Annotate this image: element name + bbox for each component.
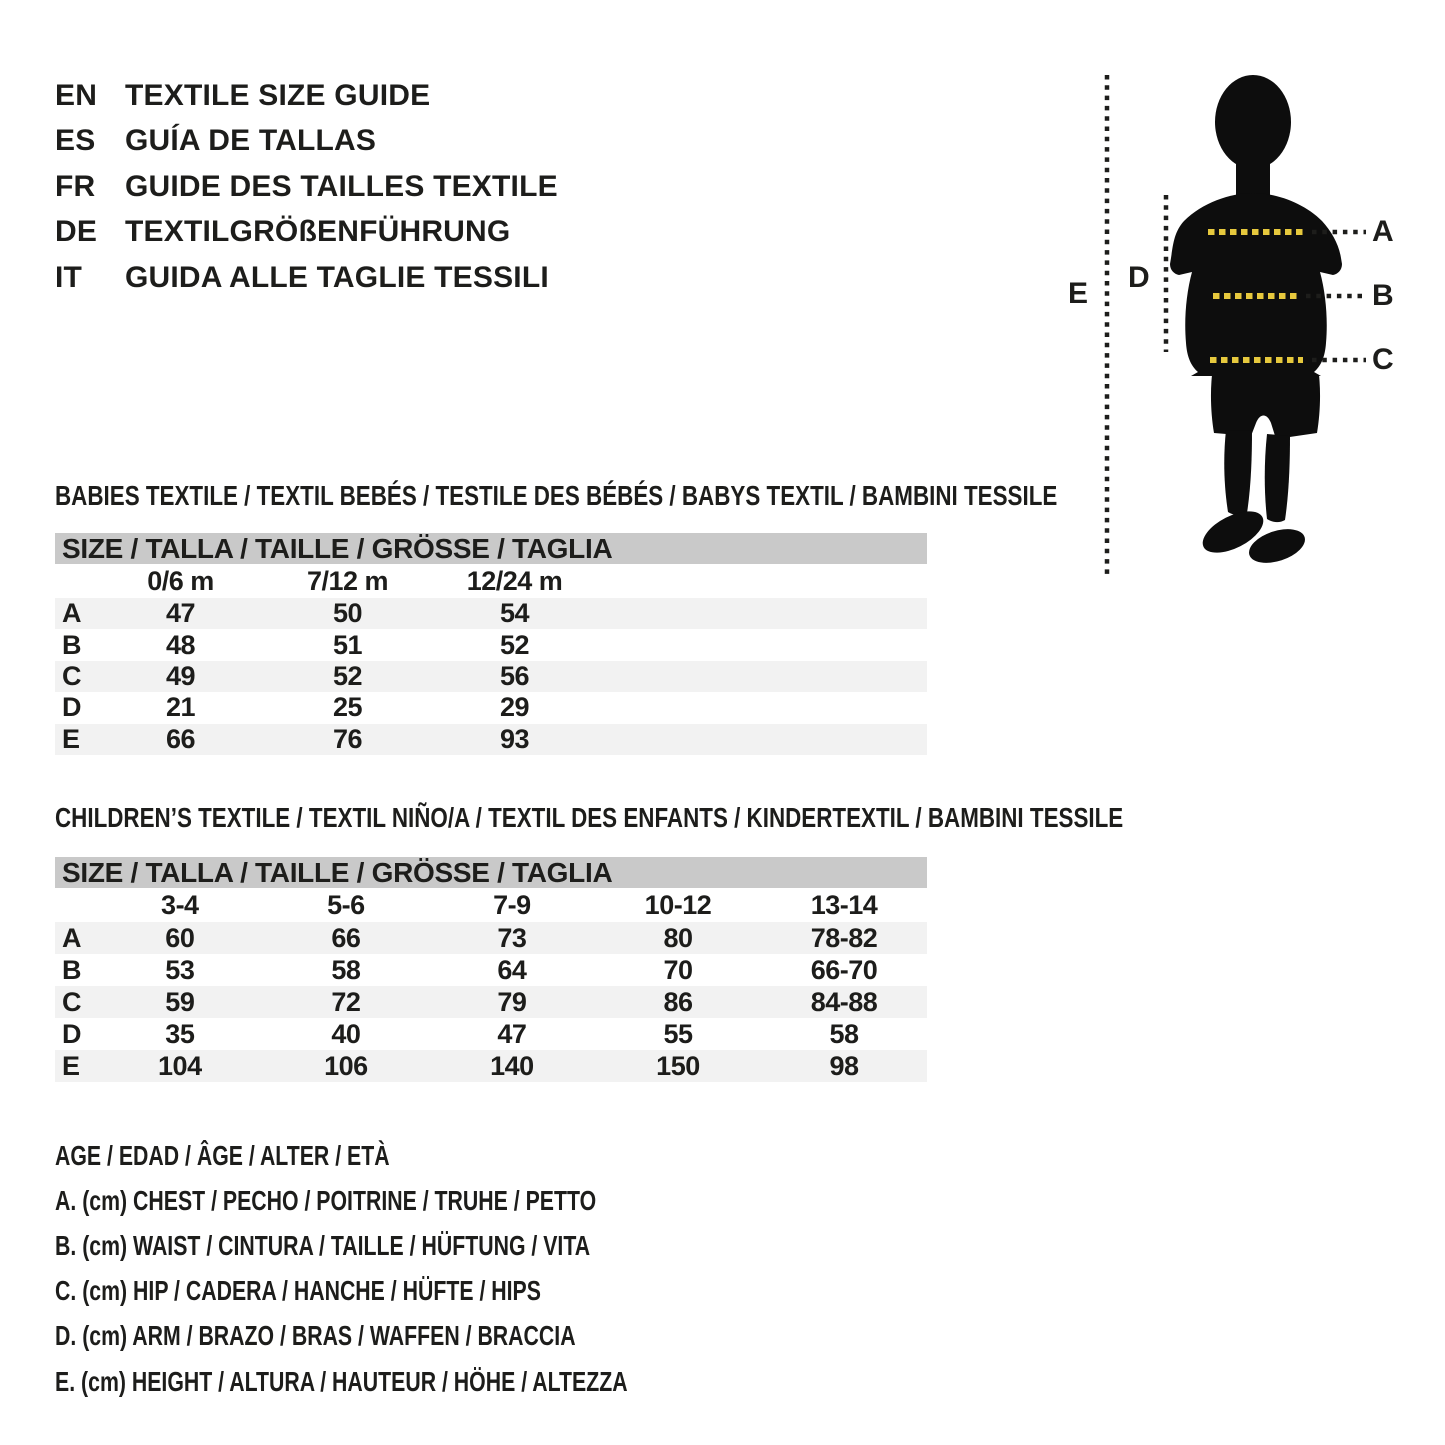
language-code: DE [55,215,98,249]
table-row [55,661,927,692]
language-title: GUIDE DES TAILLES TEXTILE [125,169,558,203]
language-row [55,73,558,119]
cell-value: 52 [332,660,363,691]
cell-value: 47 [165,598,196,629]
legend-line: C. (cm) HIP / CADERA / HANCHE / HÜFTE / HIPS [55,1275,541,1307]
row-label: D [62,692,82,723]
size-header-band: SIZE / TALLA / TAILLE / GRÖSSE / TAGLIA [55,857,927,888]
legend-age-line: AGE / EDAD / ÂGE / ALTER / ETÀ [55,1139,390,1171]
language-row [55,119,558,165]
table-row [55,1050,927,1082]
measure-label-b: B [1372,279,1394,312]
cell-value: 64 [497,954,527,985]
column-header: 7-9 [493,889,531,920]
column-header: 12/24 m [466,565,563,596]
cell-value: 55 [663,1018,693,1049]
cell-value: 25 [332,692,363,723]
cell-value: 66-70 [810,954,878,985]
cell-value: 140 [490,1050,534,1081]
cell-value: 51 [332,629,363,660]
language-title: GUIDA ALLE TAGLIE TESSILI [125,260,549,294]
cell-value: 78-82 [810,922,878,953]
size-header-band: SIZE / TALLA / TAILLE / GRÖSSE / TAGLIA [55,533,927,564]
cell-value: 21 [165,692,196,723]
column-header: 3-4 [161,889,199,920]
row-label: C [62,986,82,1017]
cell-value: 98 [829,1050,859,1081]
language-code: EN [55,78,98,112]
table-row [55,954,927,986]
legend-line: B. (cm) WAIST / CINTURA / TAILLE / HÜFTUNG / VITA [55,1229,591,1261]
cell-value: 58 [331,954,361,985]
cell-value: 76 [332,723,363,754]
table-row [55,1018,927,1050]
cell-value: 70 [663,954,693,985]
cell-value: 52 [499,629,530,660]
language-code: FR [55,169,96,203]
language-row [55,164,558,210]
cell-value: 72 [331,986,361,1017]
language-list [55,73,558,301]
language-title: GUÍA DE TALLAS [125,124,377,158]
table-row [55,692,927,723]
column-header-row [55,888,927,922]
row-label: A [62,598,82,629]
language-title: TEXTILE SIZE GUIDE [125,78,431,112]
measure-label-c: C [1372,343,1394,376]
cell-value: 48 [165,629,196,660]
cell-value: 35 [165,1018,195,1049]
language-code: IT [55,260,83,294]
cell-value: 60 [165,922,195,953]
row-label: E [62,1050,81,1081]
table-row [55,629,927,660]
column-header: 10-12 [644,889,712,920]
cell-value: 86 [663,986,693,1017]
language-title: TEXTILGRÖßENFÜHRUNG [125,215,511,249]
legend-line: A. (cm) CHEST / PECHO / POITRINE / TRUHE / PETTO [55,1184,597,1216]
column-header-row [55,564,927,598]
column-header: 0/6 m [147,565,214,596]
language-row [55,255,558,301]
cell-value: 84-88 [810,986,878,1017]
child-silhouette-figure [1040,60,1410,600]
table-row [55,724,927,755]
children-size-table [55,857,927,1082]
language-code: ES [55,124,96,158]
cell-value: 56 [499,660,530,691]
column-header: 7/12 m [306,565,389,596]
cell-value: 29 [499,692,530,723]
table-row [55,922,927,954]
row-label: D [62,1018,82,1049]
cell-value: 59 [165,986,195,1017]
measure-label-e: E [1068,277,1089,310]
row-label: A [62,922,82,953]
measure-label-a: A [1372,215,1394,248]
row-label: B [62,954,82,985]
column-header: 13-14 [810,889,878,920]
cell-value: 93 [499,723,530,754]
measurement-legend [55,1133,808,1404]
cell-value: 53 [165,954,195,985]
children-section-title: CHILDREN’S TEXTILE / TEXTIL NIÑO/A / TEXTIL DES ENFANTS / KINDERTEXTIL / BAMBINI TESSILE [55,802,1124,833]
cell-value: 66 [165,723,196,754]
cell-value: 150 [656,1050,700,1081]
babies-section-title: BABIES TEXTILE / TEXTIL BEBÉS / TESTILE DES BÉBÉS / BABYS TEXTIL / BAMBINI TESSILE [55,480,1058,511]
cell-value: 49 [165,660,196,691]
cell-value: 54 [499,598,530,629]
row-label: E [62,723,81,754]
cell-value: 58 [829,1018,859,1049]
row-label: C [62,660,82,691]
cell-value: 80 [663,922,693,953]
legend-line: E. (cm) HEIGHT / ALTURA / HAUTEUR / HÖHE / ALTEZZA [55,1365,628,1397]
cell-value: 79 [497,986,527,1017]
table-row [55,598,927,629]
language-row [55,210,558,256]
cell-value: 73 [497,922,527,953]
babies-size-table [55,533,927,755]
row-label: B [62,629,82,660]
measure-label-d: D [1128,261,1150,294]
legend-line: D. (cm) ARM / BRAZO / BRAS / WAFFEN / BRACCIA [55,1320,576,1352]
cell-value: 106 [324,1050,368,1081]
cell-value: 104 [158,1050,202,1081]
table-row [55,986,927,1018]
column-header: 5-6 [327,889,365,920]
cell-value: 66 [331,922,361,953]
cell-value: 50 [332,598,363,629]
cell-value: 40 [331,1018,361,1049]
cell-value: 47 [497,1018,527,1049]
